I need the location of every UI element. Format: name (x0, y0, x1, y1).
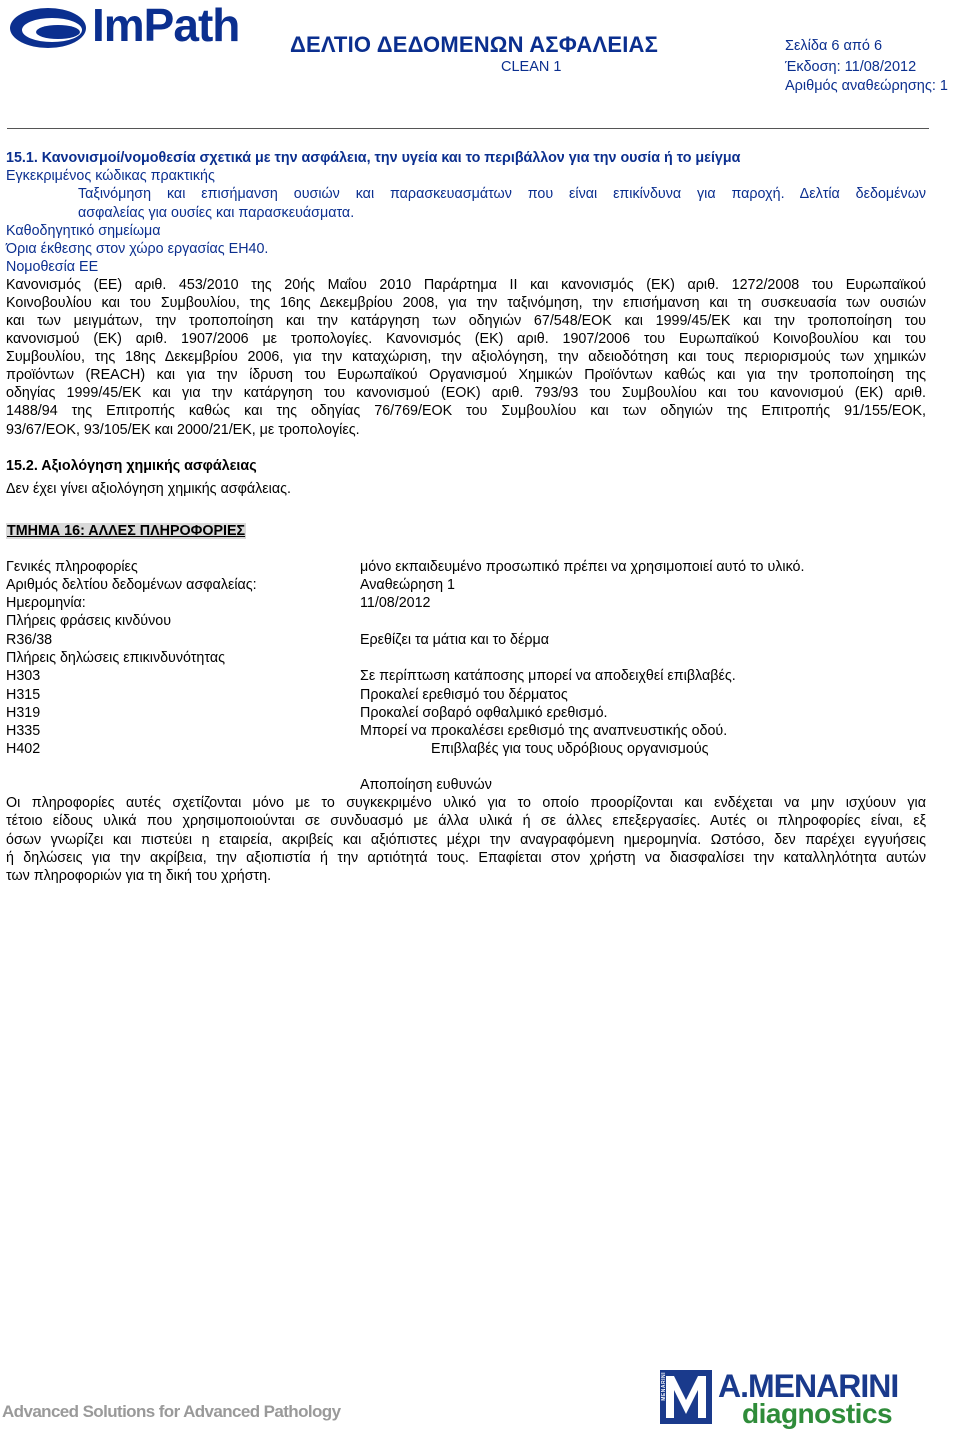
paragraph-line: ή δηλώσεις για την ακρίβεια, την αξιοπιστία ή την αρτιότητά τους. Επαφίεται στον χρήστη να διασφαλίσει την καταλληλότητα αυτών (6, 850, 926, 866)
paragraph-line: 93/67/ΕΟΚ, 93/105/ΕΚ και 2000/21/ΕΚ, με τροπολογίες. (6, 422, 360, 438)
paragraph-line: τέτοιο είδους υλικά που χρησιμοποιούνται σε συνδυασμό με άλλα υλικά ή σε άλλες επεξεργασίες. Αυτές οι πληροφορίες είναι, εξ (6, 813, 926, 829)
paragraph-line: 1488/94 της Επιτροπής καθώς και της οδηγίας 76/769/ΕΟΚ του Συμβουλίου και των οδηγιών της Επιτροπής 91/155/ΕΟΚ, (6, 403, 926, 419)
document-title: ΔΕΛΤΙΟ ΔΕΔΟΜΕΝΩΝ ΑΣΦΑΛΕΙΑΣ (290, 32, 659, 57)
paragraph-line: όσων γνωρίζει και πιστεύει η εταιρεία, ακριβείς και αξιόπιστες μέχρι την αναγραφόμενη ημερομηνία. Ωστόσο, δεν παρέχει εγγυήσεις (6, 832, 926, 848)
footer-tagline: Advanced Solutions for Advanced Pathology (2, 1402, 341, 1421)
info-key: Πλήρεις δηλώσεις επικινδυνότητας (6, 650, 225, 666)
menarini-company: A.MENARINI (718, 1368, 899, 1404)
info-value: μόνο εκπαιδευμένο προσωπικό πρέπει να χρησιμοποιεί αυτό το υλικό. (360, 559, 805, 575)
text-line: Όρια έκθεσης στον χώρο εργασίας EH40. (6, 241, 269, 257)
info-value: Προκαλεί ερεθισμό του δέρματος (360, 687, 568, 703)
section-16-heading (6, 522, 246, 540)
section-15-1-heading: 15.1. Κανονισμοί/νομοθεσία σχετικά με την ασφάλεια, την υγεία και το περιβάλλον για την ουσία ή το μείγμα (6, 150, 741, 166)
section-16-heading-label: ΤΜΗΜΑ 16: ΑΛΛΕΣ ΠΛΗΡΟΦΟΡΙΕΣ (7, 523, 246, 539)
paragraph-line: Συμβουλίου, της 18ης Δεκεμβρίου 2006, για την καταχώριση, την αξιολόγηση, την αδειοδότηση και τους περιορισμούς των χημικών (6, 349, 926, 365)
info-key: Γενικές πληροφορίες (6, 559, 138, 575)
text-line: Εγκεκριμένος κώδικας πρακτικής (6, 168, 215, 184)
page-number: Σελίδα 6 από 6 (785, 38, 883, 54)
issue-date: Έκδοση: 11/08/2012 (785, 59, 917, 75)
info-value: Αναθεώρηση 1 (360, 577, 455, 593)
info-key: H402 (6, 741, 41, 757)
impath-wordmark: ImPath (92, 0, 240, 51)
impath-logo (8, 2, 268, 54)
paragraph-line: κανονισμού (ΕΚ) αριθ. 1907/2006 με τροπολογίες. Κανονισμός (ΕΚ) αριθ. 1907/2006 του Ευρωπαϊκού Κοινοβουλίου και του (6, 331, 926, 347)
info-value: Μπορεί να προκαλέσει ερεθισμό της αναπνευστικής οδού. (360, 723, 728, 739)
paragraph-line: Κοινοβουλίου και του Συμβουλίου, της 16ης Δεκεμβρίου 2008, για την ταξινόμηση, την επισήμανση και τη συσκευασία των ουσιών (6, 295, 926, 311)
section-15-2-heading: 15.2. Αξιολόγηση χημικής ασφάλειας (6, 458, 257, 474)
info-value: Επιβλαβές για τους υδρόβιους οργανισμούς (431, 741, 709, 757)
info-key: H335 (6, 723, 41, 739)
text-line: Ταξινόμηση και επισήμανση ουσιών και παρασκευασμάτων που είναι επικίνδυνα για παροχή. Δελτία δεδομένων (78, 186, 926, 202)
info-key: H303 (6, 668, 41, 684)
info-value: Προκαλεί σοβαρό οφθαλμικό ερεθισμό. (360, 705, 608, 721)
revision-number: Αριθμός αναθεώρησης: 1 (785, 78, 948, 94)
impath-swoosh-icon (8, 4, 88, 52)
info-key: Αριθμός δελτίου δεδομένων ασφαλείας: (6, 577, 257, 593)
paragraph-line: προϊόντων (REACH) και για την ίδρυση του Ευρωπαϊκού Οργανισμού Χημικών Προϊόντων καθώς και για την τροποποίηση της (6, 367, 926, 383)
menarini-m-badge-icon (660, 1370, 712, 1424)
product-name: CLEAN 1 (501, 59, 562, 75)
menarini-logo (660, 1370, 940, 1432)
info-key: Πλήρεις φράσεις κινδύνου (6, 613, 172, 629)
info-value: Ερεθίζει τα μάτια και το δέρμα (360, 632, 549, 648)
paragraph-line: Οι πληροφορίες αυτές σχετίζονται μόνο με το συγκεκριμένο υλικό για το οποίο προορίζονται και ενδέχεται να μην ισχύουν για (6, 795, 926, 811)
info-key: H315 (6, 687, 41, 703)
text-line: ασφαλείας για ουσίες και παρασκευάσματα. (78, 205, 355, 221)
info-value: 11/08/2012 (360, 595, 431, 611)
section-15-2-text: Δεν έχει γίνει αξιολόγηση χημικής ασφάλειας. (6, 481, 291, 497)
paragraph-line: και των μειγμάτων, την τροποποίηση και την κατάργηση των οδηγιών 67/548/ΕΟΚ και 1999/45/ΕΚ και την τροποποίηση του (6, 313, 926, 329)
info-value: Σε περίπτωση κατάποσης μπορεί να αποδειχθεί επιβλαβές. (360, 668, 736, 684)
text-line: Καθοδηγητικό σημείωμα (6, 223, 161, 239)
info-key: H319 (6, 705, 41, 721)
paragraph-line: οδηγίας 1999/45/ΕΚ και για την κατάργηση του κανονισμού (ΕΟΚ) αριθ. 793/93 του Συμβουλίου και του κανονισμού (ΕΚ) αριθ. (6, 385, 926, 401)
paragraph-line: Κανονισμός (ΕΕ) αριθ. 453/2010 της 20ής Μαΐου 2010 Παράρτημα II και κανονισμός (ΕΚ) αριθ. 1272/2008 του Ευρωπαϊκού (6, 277, 926, 293)
header-divider (7, 128, 929, 129)
disclaimer-title: Αποποίηση ευθυνών (360, 777, 492, 793)
text-line: Νομοθεσία ΕΕ (6, 259, 99, 275)
menarini-subtitle: diagnostics (742, 1398, 893, 1429)
menarini-badge-label: MENARINI (661, 1372, 667, 1401)
info-key: Ημερομηνία: (6, 595, 86, 611)
paragraph-line: των πληροφοριών για τη δική του χρήστη. (6, 868, 272, 884)
info-key: R36/38 (6, 632, 53, 648)
